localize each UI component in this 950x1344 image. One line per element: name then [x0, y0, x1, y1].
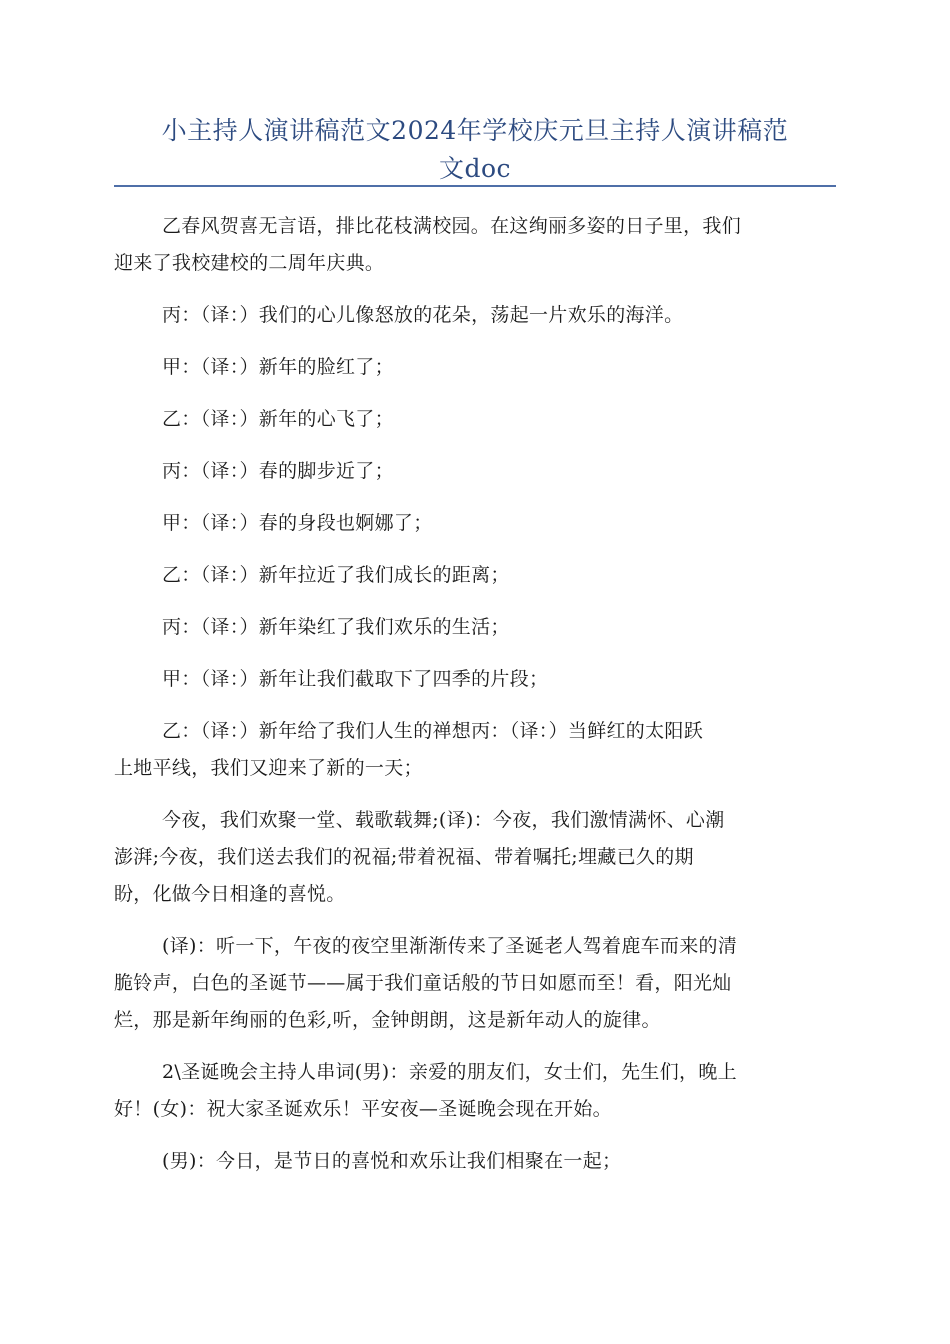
paragraph-line: (男)：今日，是节日的喜悦和欢乐让我们相聚在一起；: [162, 1150, 622, 1172]
paragraph-line: 甲：（译：）新年让我们截取下了四季的片段；: [162, 668, 549, 690]
title-line-2: 文doc: [438, 154, 512, 183]
paragraph-line: 丙：（译：）新年染红了我们欢乐的生活；: [162, 616, 510, 638]
paragraph-line: (译)：听一下，午夜的夜空里渐渐传来了圣诞老人驾着鹿车而来的清: [162, 935, 738, 957]
paragraph-line: 丙：（译：）我们的心儿像怒放的花朵，荡起一片欢乐的海洋。: [162, 304, 684, 326]
paragraph-line: 盼，化做今日相逢的喜悦。: [114, 883, 346, 905]
paragraph: [114, 349, 836, 386]
document-body: [114, 208, 836, 1195]
paragraph: [114, 297, 836, 334]
paragraph: [114, 1143, 836, 1180]
paragraph: [114, 609, 836, 646]
paragraph-line: 上地平线，我们又迎来了新的一天；: [114, 757, 423, 779]
paragraph-line: 乙：（译：）新年拉近了我们成长的距离；: [162, 564, 510, 586]
paragraph-line: 迎来了我校建校的二周年庆典。: [114, 252, 385, 274]
title-line-1: 小主持人演讲稿范文2024年学校庆元旦主持人演讲稿范: [161, 116, 789, 145]
paragraph-line: 澎湃;今夜，我们送去我们的祝福;带着祝福、带着嘱托;埋藏已久的期: [114, 846, 694, 868]
paragraph: [114, 661, 836, 698]
paragraph: [114, 505, 836, 542]
paragraph: [114, 208, 836, 282]
paragraph: [114, 928, 836, 1039]
paragraph-line: 丙：（译：）春的脚步近了；: [162, 460, 394, 482]
paragraph-line: 乙：（译：）新年的心飞了；: [162, 408, 394, 430]
paragraph-line: 甲：（译：）新年的脸红了；: [162, 356, 394, 378]
paragraph: [114, 713, 836, 787]
paragraph: [114, 453, 836, 490]
document-title: [114, 112, 836, 188]
paragraph: [114, 557, 836, 594]
paragraph: [114, 1054, 836, 1128]
paragraph-line: 烂，那是新年绚丽的色彩,听，金钟朗朗，这是新年动人的旋律。: [114, 1009, 661, 1031]
paragraph-line: 2\圣诞晚会主持人串词(男)：亲爱的朋友们，女士们，先生们，晚上: [162, 1061, 737, 1083]
paragraph-line: 乙：（译：）新年给了我们人生的禅想丙：（译：）当鲜红的太阳跃: [162, 720, 704, 742]
paragraph-line: 乙春风贺喜无言语，排比花枝满校园。在这绚丽多姿的日子里，我们: [162, 215, 742, 237]
paragraph-line: 脆铃声，白色的圣诞节——属于我们童话般的节日如愿而至！看，阳光灿: [114, 972, 732, 994]
title-underline: [114, 185, 836, 187]
paragraph-line: 好！(女)：祝大家圣诞欢乐！平安夜—圣诞晚会现在开始。: [114, 1098, 612, 1120]
paragraph-line: 今夜，我们欢聚一堂、载歌载舞;(译)：今夜，我们激情满怀、心潮: [162, 809, 725, 831]
paragraph: [114, 802, 836, 913]
paragraph: [114, 401, 836, 438]
paragraph-line: 甲：（译：）春的身段也婀娜了；: [162, 512, 433, 534]
